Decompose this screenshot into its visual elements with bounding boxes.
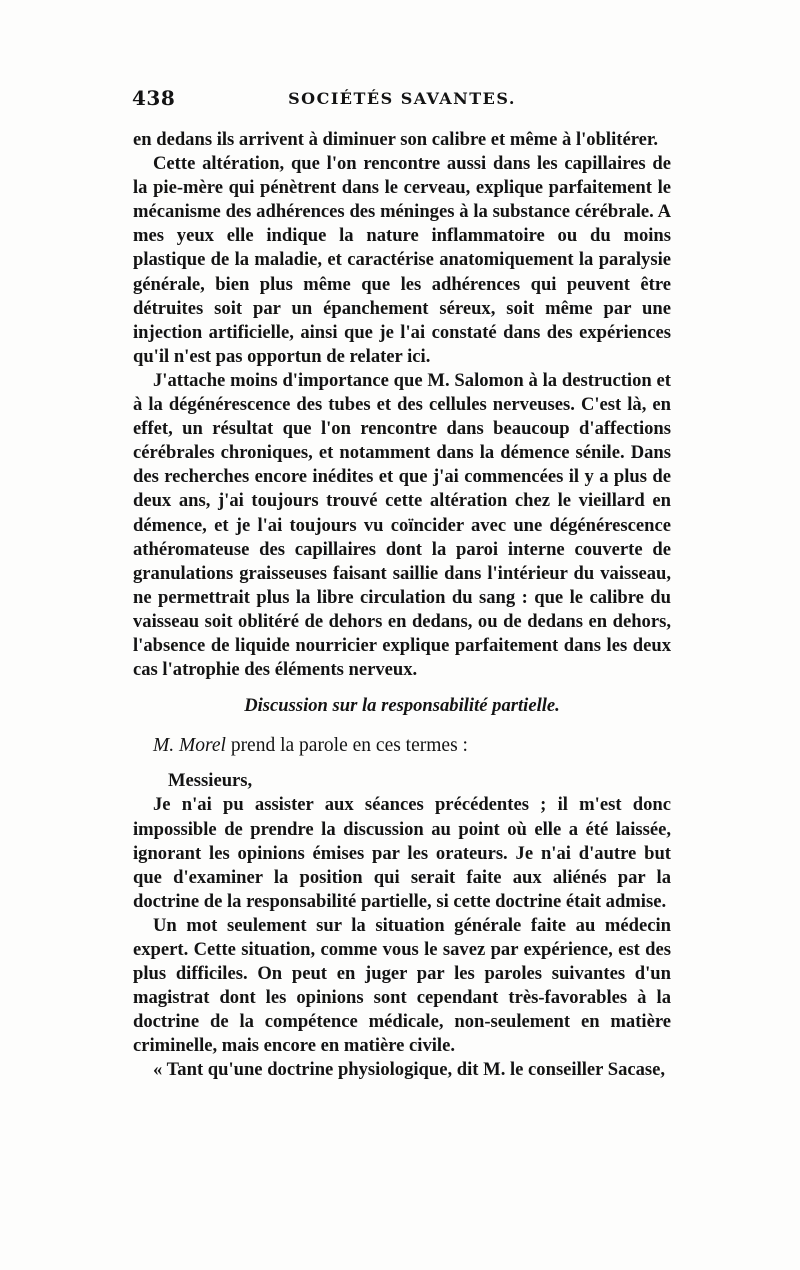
page-number: 438 bbox=[132, 86, 176, 110]
page-header bbox=[132, 86, 672, 116]
paragraph: Cette altération, que l'on rencontre aussi dans les capillaires de la pie-mère qui pénètrent dans le cerveau, explique parfaitement le mécanisme des adhérences des méninges à la substance cérébrale. A mes yeux elle indique la nature inflammatoire ou du moins plastique de la maladie, et caractérise anatomiquement la paralysie générale, bien plus même que les adhérences qui peuvent être détruites soit par un épanchement séreux, soit même par une injection artificielle, ainsi que je l'ai constaté dans des expériences qu'il n'est pas opportun de relater ici. bbox=[133, 153, 671, 367]
paragraph: Un mot seulement sur la situation générale faite au médecin expert. Cette situation, comme vous le savez par expérience, est des plus difficiles. On peut en juger par les paroles suivantes d'un magistrat dont les opinions sont cependant très-favorables à la doctrine de la compétence médicale, non-seulement en matière criminelle, mais encore en matière civile. bbox=[133, 914, 671, 1057]
paragraph: J'attache moins d'importance que M. Salomon à la destruction et à la dégénérescence des tubes et des cellules nerveuses. C'est là, en effet, un résultat que l'on rencontre dans beaucoup d'affections cérébrales chroniques, et notamment dans la démence sénile. Dans des recherches encore inédites et que j'ai commencées il y a plus de deux ans, j'ai toujours trouvé cette altération chez le vieillard en démence, et je l'ai toujours vu coïncider avec une dégénérescence athéromateuse des capillaires dont la paroi interne couverte de granulations graisseuses faisant saillie dans l'intérieur du vaisseau, ne permettrait plus la libre circulation du sang : que le calibre du vaisseau soit oblitéré de dehors en dedans, ou de dedans en dehors, l'absence de liquide nourricier explique parfaitement dans les deux cas l'atrophie des éléments nerveux. bbox=[133, 369, 671, 681]
paragraph: Je n'ai pu assister aux séances précédentes ; il m'est donc impossible de prendre la discussion au point où elle a été laissée, ignorant les opinions émises par les orateurs. Je n'ai d'autre but que d'examiner la position qui serait faite aux aliénés par la doctrine de la responsabilité partielle, si cette doctrine était admise. bbox=[133, 794, 671, 912]
speaker-text: prend la parole en ces termes : bbox=[225, 735, 468, 757]
salutation: Messieurs, bbox=[168, 770, 253, 792]
speaker-name: M. Morel bbox=[153, 735, 226, 757]
running-head: SOCIÉTÉS SAVANTES. bbox=[288, 89, 516, 108]
paragraph: en dedans ils arrivent à diminuer son calibre et même à l'oblitérer. bbox=[133, 129, 659, 150]
speaker-line bbox=[133, 734, 671, 758]
section-heading: Discussion sur la responsabilité partielle. bbox=[244, 695, 560, 717]
paragraph: « Tant qu'une doctrine physiologique, dit M. le conseiller Sacase, bbox=[153, 1059, 666, 1081]
body-text bbox=[133, 128, 671, 1083]
